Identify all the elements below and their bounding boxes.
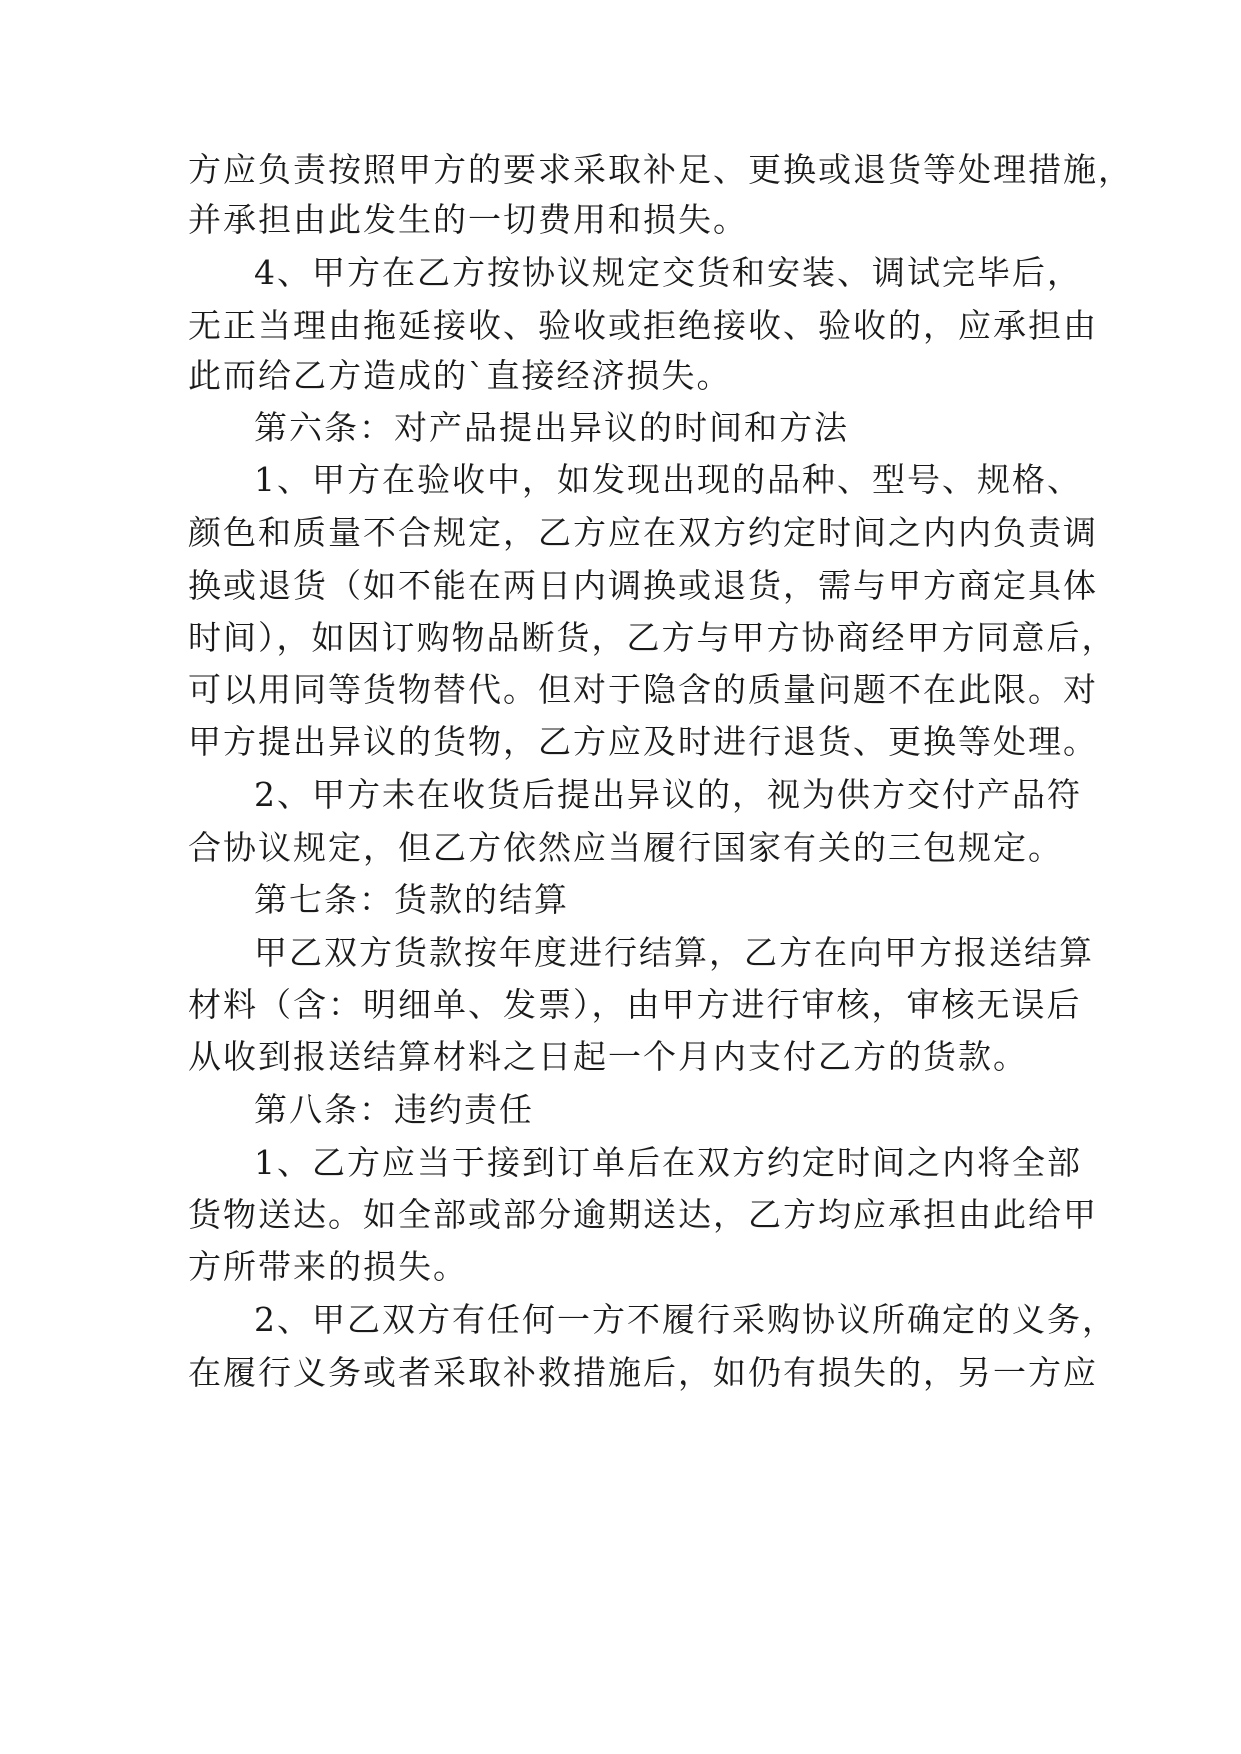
text-line: 时间），如因订购物品断货，乙方与甲方协商经甲方同意后， bbox=[188, 618, 1117, 657]
text-line: 从收到报送结算材料之日起一个月内支付乙方的货款。 bbox=[188, 1037, 1028, 1076]
text-line: 颜色和质量不合规定，乙方应在双方约定时间之内内负责调 bbox=[188, 513, 1098, 552]
text-line: 方应负责按照甲方的要求采取补足、更换或退货等处理措施， bbox=[188, 150, 1133, 189]
section-heading: 第六条：对产品提出异议的时间和方法 bbox=[254, 408, 849, 447]
text-line: 1、乙方应当于接到订单后在双方约定时间之内将全部 bbox=[254, 1143, 1082, 1182]
text-line: 货物送达。如全部或部分逾期送达，乙方均应承担由此给甲 bbox=[188, 1195, 1098, 1234]
text-line: 方所带来的损失。 bbox=[188, 1247, 468, 1286]
text-line: 4、甲方在乙方按协议规定交货和安装、调试完毕后， bbox=[254, 253, 1082, 292]
text-line: 可以用同等货物替代。但对于隐含的质量问题不在此限。对 bbox=[188, 670, 1098, 709]
text-line: 无正当理由拖延接收、验收或拒绝接收、验收的，应承担由 bbox=[188, 306, 1098, 345]
text-line: 材料（含：明细单、发票），由甲方进行审核，审核无误后 bbox=[188, 985, 1082, 1024]
text-line: 在履行义务或者采取补救措施后，如仍有损失的，另一方应 bbox=[188, 1353, 1098, 1392]
text-line: 此而给乙方造成的`直接经济损失。 bbox=[188, 356, 732, 395]
section-heading: 第八条：违约责任 bbox=[254, 1090, 534, 1129]
text-line: 2、甲方未在收货后提出异议的，视为供方交付产品符 bbox=[254, 775, 1082, 814]
text-line: 合协议规定，但乙方依然应当履行国家有关的三包规定。 bbox=[188, 828, 1063, 867]
text-line: 1、甲方在验收中，如发现出现的品种、型号、规格、 bbox=[254, 460, 1082, 499]
text-line: 并承担由此发生的一切费用和损失。 bbox=[188, 200, 748, 239]
text-line: 换或退货（如不能在两日内调换或退货，需与甲方商定具体 bbox=[188, 566, 1098, 605]
section-heading: 第七条：货款的结算 bbox=[254, 880, 569, 919]
text-line: 甲方提出异议的货物，乙方应及时进行退货、更换等处理。 bbox=[188, 722, 1098, 761]
text-line: 甲乙双方货款按年度进行结算，乙方在向甲方报送结算 bbox=[254, 933, 1094, 972]
text-line: 2、甲乙双方有任何一方不履行采购协议所确定的义务， bbox=[254, 1300, 1117, 1339]
